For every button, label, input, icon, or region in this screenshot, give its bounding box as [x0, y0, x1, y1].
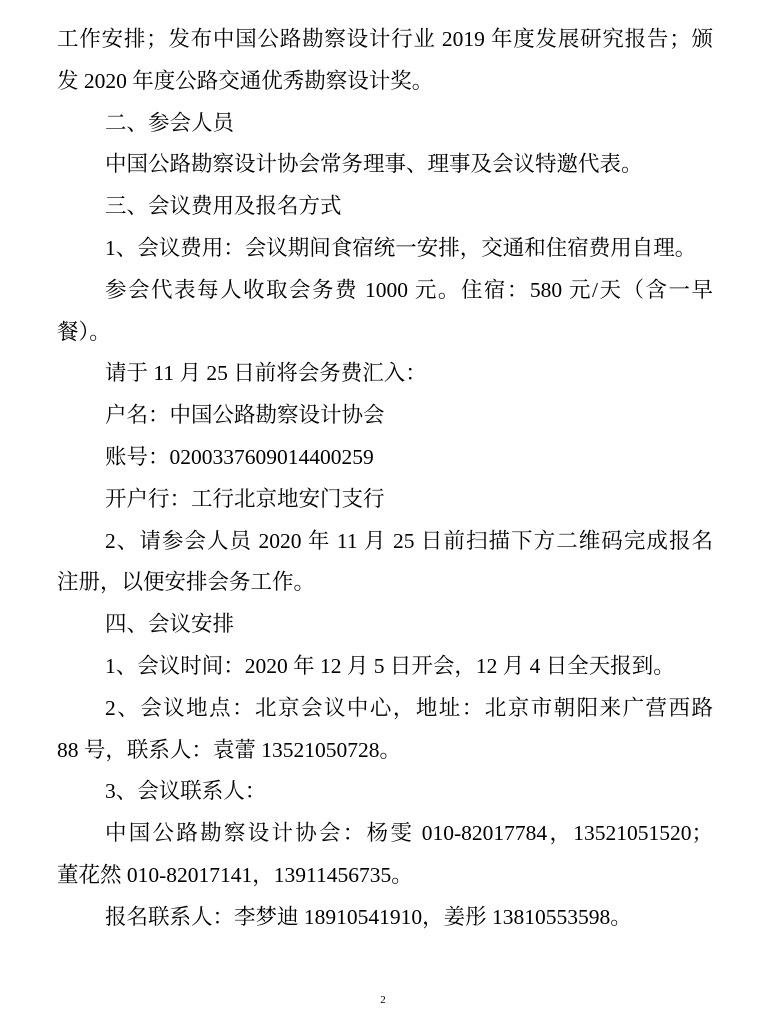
registration-contact-text: 报名联系人：李梦迪 18910541910，姜彤 13810553598。: [105, 904, 632, 929]
bank-branch-text: 开户行：工行北京地安门支行: [105, 486, 385, 511]
account-number-text: 账号：0200337609014400259: [105, 444, 374, 469]
section-heading-fees-registration: 三、会议费用及报名方式: [105, 194, 342, 219]
intro-continuation-line-1: 工作安排；发布中国公路勘察设计行业 2019 年度发展研究报告；颁: [57, 27, 713, 51]
meeting-venue-line-1: 2、会议地点：北京会议中心，地址：北京市朝阳来广营西路: [105, 695, 713, 720]
intro-continuation-line-2: 发 2020 年度公路交通优秀勘察设计奖。: [57, 68, 434, 93]
participants-text: 中国公路勘察设计协会常务理事、理事及会议特邀代表。: [105, 152, 643, 177]
association-contact-line-1: 中国公路勘察设计协会：杨雯 010-82017784，13521051520；: [105, 821, 713, 846]
association-contact-line-2: 董花然 010-82017141，13911456735。: [57, 862, 413, 887]
registration-line-2: 注册，以便安排会务工作。: [57, 570, 316, 595]
registration-line-1: 2、请参会人员 2020 年 11 月 25 日前扫描下方二维码完成报名: [105, 528, 713, 553]
section-heading-participants: 二、参会人员: [105, 110, 235, 135]
meeting-venue-line-2: 88 号，联系人：袁蕾 13521050728。: [57, 737, 402, 762]
contacts-heading: 3、会议联系人：: [105, 779, 267, 804]
fee-detail-line-2: 餐）。: [57, 319, 111, 344]
remittance-deadline-text: 请于 11 月 25 日前将会务费汇入：: [105, 361, 427, 386]
section-heading-arrangements: 四、会议安排: [105, 612, 235, 637]
meeting-fee-text: 1、会议费用：会议期间食宿统一安排，交通和住宿费用自理。: [105, 235, 697, 260]
meeting-time-text: 1、会议时间：2020 年 12 月 5 日开会，12 月 4 日全天报到。: [105, 653, 675, 678]
page-number: 2: [380, 994, 386, 1006]
account-name-text: 户名：中国公路勘察设计协会: [105, 403, 385, 428]
document-body: [57, 19, 713, 939]
fee-detail-line-1: 参会代表每人收取会务费 1000 元。住宿：580 元/天（含一早: [105, 277, 713, 302]
